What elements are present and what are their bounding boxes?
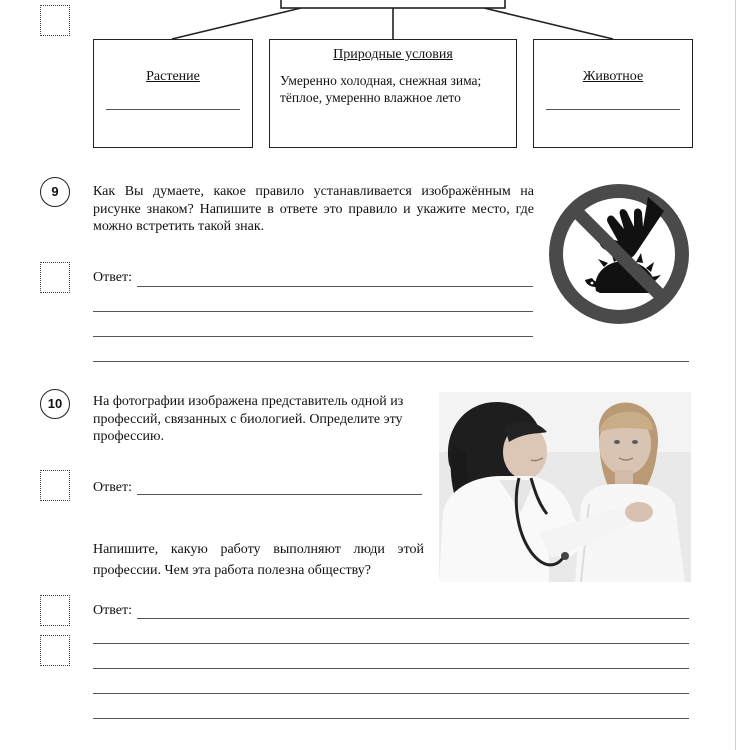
- question-10-answer-label: Ответ:: [93, 480, 132, 495]
- question-9-text: Как Вы думаете, какое правило устанавливается изображённым на рисунке знаком? Напишите в ответе это правило и укажите место, где можно встретить такой знак.: [93, 184, 534, 234]
- question-9-answer-line-2[interactable]: [93, 311, 533, 312]
- animal-box: [533, 39, 693, 148]
- conditions-box-title: Природные условия: [333, 47, 453, 62]
- question-9-number: 9: [40, 177, 70, 207]
- animal-box-title: Животное: [582, 69, 644, 84]
- score-box-10a[interactable]: [40, 470, 70, 501]
- plant-box-title: Растение: [146, 69, 200, 84]
- question-10-followup-answer-label: Ответ:: [93, 603, 132, 618]
- question-10-number: 10: [40, 389, 70, 419]
- no-touching-sign-icon: [548, 183, 690, 325]
- question-10-followup-line-3[interactable]: [93, 668, 689, 669]
- question-9-answer-line-1[interactable]: [137, 286, 533, 287]
- score-box-9[interactable]: [40, 262, 70, 293]
- doctor-examining-girl-photo: [439, 392, 691, 582]
- question-10-followup-line-2[interactable]: [93, 643, 689, 644]
- score-box-8[interactable]: [40, 5, 70, 36]
- question-10-text: На фотографии изображена представитель одной из профессий, связанных с биологией. Определите эту профессию.: [93, 394, 404, 444]
- diagram-top-box: [281, 0, 505, 8]
- question-10-followup-line-1[interactable]: [137, 618, 689, 619]
- plant-answer-line[interactable]: [106, 109, 240, 110]
- animal-answer-line[interactable]: [546, 109, 680, 110]
- score-box-10b[interactable]: [40, 595, 70, 626]
- question-9-answer-label: Ответ:: [93, 270, 132, 285]
- conditions-box: [269, 39, 517, 148]
- conditions-box-text: Умеренно холодная, снежная зима; тёплое, умеренно влажное лето: [280, 73, 482, 105]
- plant-box: [93, 39, 253, 148]
- question-10-followup-text: Напишите, какую работу выполняют люди этой профессии. Чем эта работа полезна обществу?: [93, 542, 424, 578]
- score-box-10c[interactable]: [40, 635, 70, 666]
- question-10-followup-line-4[interactable]: [93, 693, 689, 694]
- question-10-followup-line-5[interactable]: [93, 718, 689, 719]
- question-9-answer-line-4[interactable]: [93, 361, 689, 362]
- question-9-answer-line-3[interactable]: [93, 336, 533, 337]
- question-10-answer-line[interactable]: [137, 494, 422, 495]
- page-edge-rule: [735, 0, 736, 750]
